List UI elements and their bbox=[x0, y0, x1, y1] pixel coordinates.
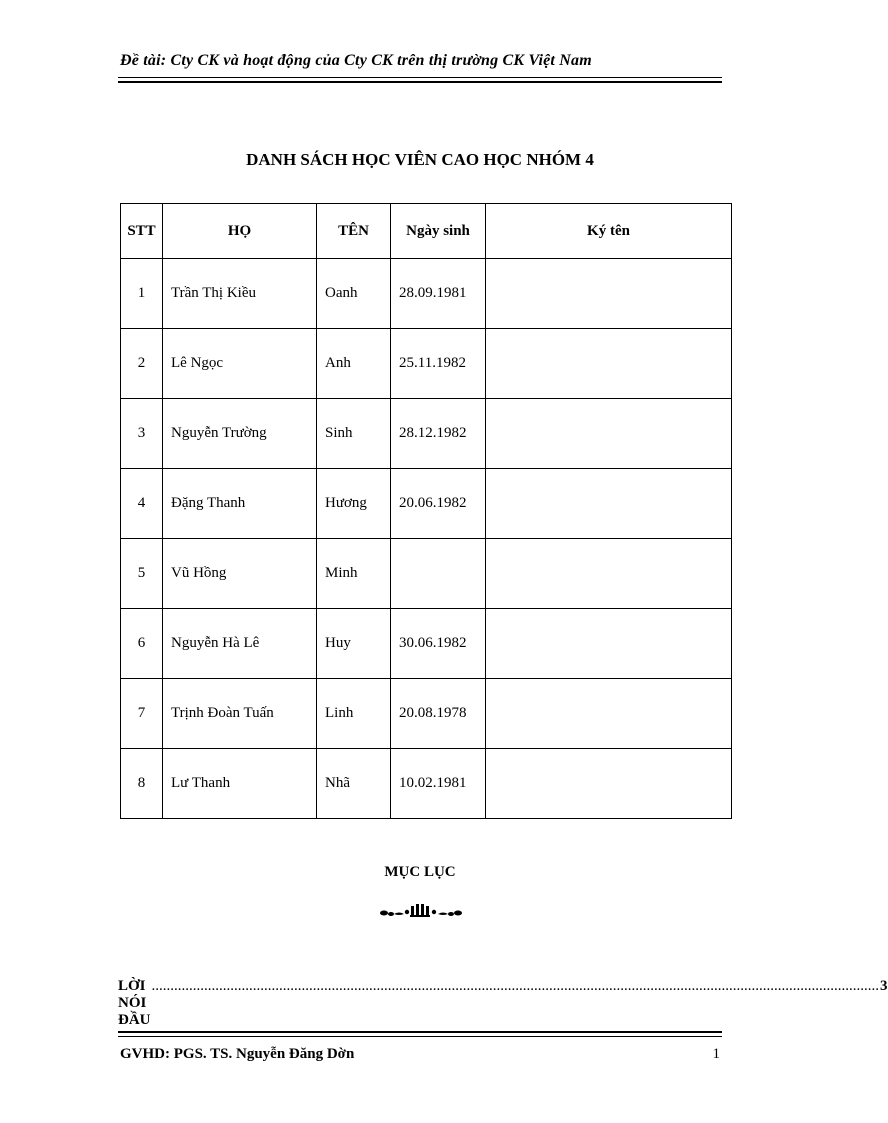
footer-page-number: 1 bbox=[712, 1046, 720, 1062]
cell-ten: Oanh bbox=[317, 259, 391, 329]
document-title: DANH SÁCH HỌC VIÊN CAO HỌC NHÓM 4 bbox=[246, 150, 594, 169]
cell-stt: 1 bbox=[121, 259, 163, 329]
cell-stt: 4 bbox=[121, 469, 163, 539]
student-list-table bbox=[120, 203, 732, 819]
column-header-stt: STT bbox=[121, 204, 163, 259]
cell-ngay-sinh: 10.02.1981 bbox=[391, 749, 486, 819]
table-row bbox=[121, 749, 732, 819]
cell-stt: 7 bbox=[121, 679, 163, 749]
header-rule-top bbox=[118, 77, 722, 78]
toc-entry-label: LỜI NÓI ĐẦU bbox=[118, 978, 151, 1028]
table-row bbox=[121, 399, 732, 469]
cell-ho: Lư Thanh bbox=[163, 749, 317, 819]
cell-ky-ten bbox=[486, 679, 732, 749]
cell-ngay-sinh: 25.11.1982 bbox=[391, 329, 486, 399]
cell-ky-ten bbox=[486, 469, 732, 539]
page-header-title: Đề tài: Cty CK và hoạt động của Cty CK trên thị trường CK Việt Nam bbox=[120, 52, 592, 69]
footer-rule-top bbox=[118, 1031, 722, 1033]
cell-ho: Nguyễn Hà Lê bbox=[163, 609, 317, 679]
table-row bbox=[121, 539, 732, 609]
cell-ten: Linh bbox=[317, 679, 391, 749]
cell-stt: 5 bbox=[121, 539, 163, 609]
cell-ky-ten bbox=[486, 749, 732, 819]
toc-entry-page: 3 bbox=[880, 978, 888, 994]
cell-ten: Minh bbox=[317, 539, 391, 609]
cell-ho: Nguyễn Trường bbox=[163, 399, 317, 469]
cell-stt: 3 bbox=[121, 399, 163, 469]
cell-ngay-sinh: 20.08.1978 bbox=[391, 679, 486, 749]
cell-ngay-sinh: 28.09.1981 bbox=[391, 259, 486, 329]
cell-ngay-sinh: 30.06.1982 bbox=[391, 609, 486, 679]
header-rule-bottom bbox=[118, 81, 722, 83]
cell-ky-ten bbox=[486, 609, 732, 679]
cell-ngay-sinh: 20.06.1982 bbox=[391, 469, 486, 539]
cell-ho: Lê Ngọc bbox=[163, 329, 317, 399]
footer-advisor: GVHD: PGS. TS. Nguyễn Đăng Dờn bbox=[120, 1046, 355, 1062]
footer-rule-bottom bbox=[118, 1036, 722, 1037]
cell-ky-ten bbox=[486, 399, 732, 469]
cell-ho: Vũ Hồng bbox=[163, 539, 317, 609]
cell-ngay-sinh: 28.12.1982 bbox=[391, 399, 486, 469]
decorative-ornament-icon bbox=[378, 902, 464, 922]
cell-ho: Trần Thị Kiều bbox=[163, 259, 317, 329]
column-header-ngay-sinh: Ngày sinh bbox=[391, 204, 486, 259]
cell-stt: 2 bbox=[121, 329, 163, 399]
table-row bbox=[121, 259, 732, 329]
cell-ky-ten bbox=[486, 329, 732, 399]
table-row bbox=[121, 609, 732, 679]
cell-ten: Anh bbox=[317, 329, 391, 399]
table-header-row bbox=[121, 204, 732, 259]
cell-stt: 6 bbox=[121, 609, 163, 679]
cell-ngay-sinh bbox=[391, 539, 486, 609]
table-row bbox=[121, 679, 732, 749]
table-row bbox=[121, 469, 732, 539]
table-row bbox=[121, 329, 732, 399]
cell-ten: Huy bbox=[317, 609, 391, 679]
toc-leader-dots: .................................................................................................................................................................................................. bbox=[151, 978, 879, 994]
cell-ho: Đặng Thanh bbox=[163, 469, 317, 539]
column-header-ten: TÊN bbox=[317, 204, 391, 259]
cell-ky-ten bbox=[486, 259, 732, 329]
toc-title: MỤC LỤC bbox=[384, 864, 456, 880]
cell-ky-ten bbox=[486, 539, 732, 609]
column-header-ho: HỌ bbox=[163, 204, 317, 259]
cell-ten: Sinh bbox=[317, 399, 391, 469]
toc-entry[interactable] bbox=[118, 978, 888, 1029]
column-header-ky-ten: Ký tên bbox=[486, 204, 732, 259]
cell-ho: Trịnh Đoàn Tuấn bbox=[163, 679, 317, 749]
cell-stt: 8 bbox=[121, 749, 163, 819]
cell-ten: Hương bbox=[317, 469, 391, 539]
cell-ten: Nhã bbox=[317, 749, 391, 819]
